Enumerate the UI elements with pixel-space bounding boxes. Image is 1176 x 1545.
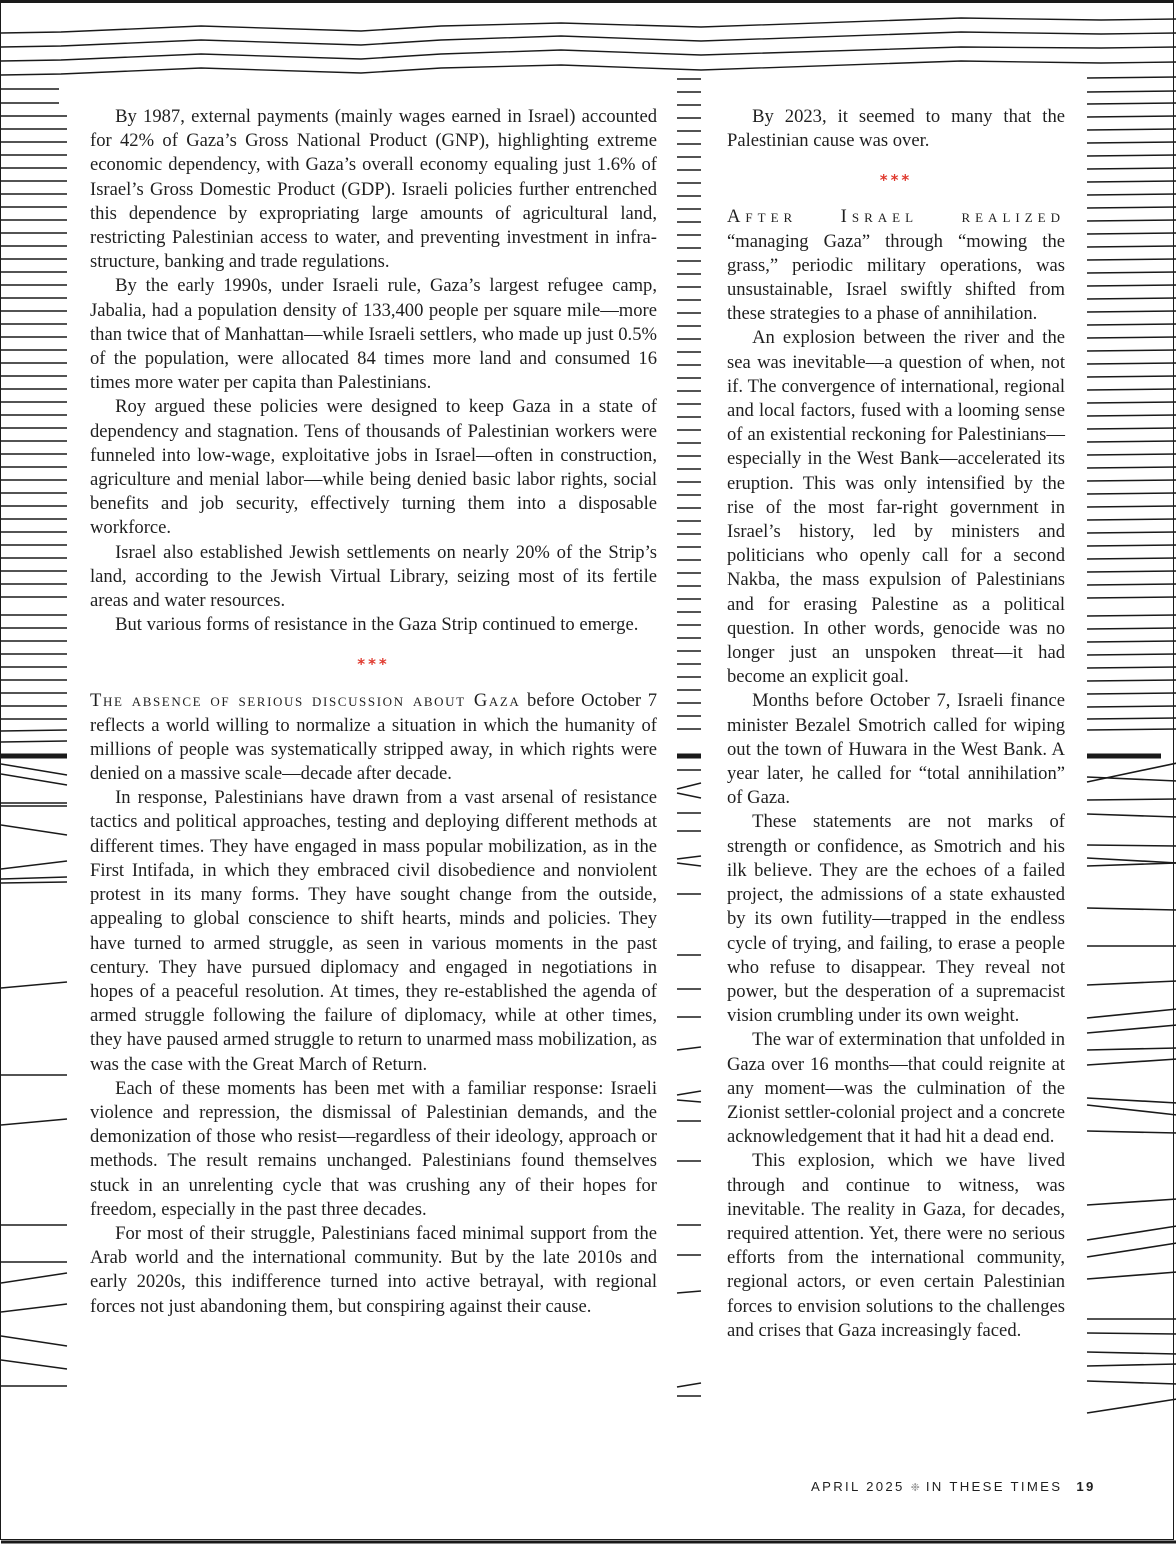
issue-date: APRIL 2025	[811, 1479, 905, 1494]
section-lead-in: The absence of serious discussion about Gaza	[90, 690, 521, 712]
section-opening-paragraph: After Israel realized “managing Gaza” through “mowing the grass,” periodic military operations, was unsustainable, Israel swiftly shifted from these strategies to a phase of annihilation.	[727, 206, 1065, 325]
paragraph: An explosion between the river and the sea was inevitable—a question of when, not if. The convergence of international, regional and local factors, fused with a looming sense of an existential reckoning for Palestinians—especially in the West Bank—accelerated its eruption. This was only intensified by the rise of the most far-right government in Israel’s history, led by ministers and politicians who openly call for a second Nakba, the mass expulsion of Palestinians and for erasing Palestine as a political question. In other words, genocide was no longer just an unspoken threat—it had become an explicit goal.	[727, 327, 1065, 688]
paragraph: Months before October 7, Israeli finance minister Bezalel Smotrich called for wiping out the town of Huwara in the West Bank. A year later, he called for “total annihilation” of Gaza.	[727, 690, 1065, 809]
paragraph: These statements are not marks of strength or confidence, as Smotrich and his ilk believe. They are the echoes of a failed project, the admissions of a state exhausted by its own futility—trapped in the endless cycle of trying, and failing, to erase a people who refuse to disappear. They reveal not power, but the desperation of a supremacist vision crumbling under its own weight.	[727, 811, 1065, 1027]
page-number: 19	[1076, 1479, 1096, 1494]
paragraph: By 2023, it seemed to many that the Palestinian cause was over.	[727, 106, 1065, 152]
section-divider-asterisks: ***	[879, 171, 913, 190]
paragraph: By the early 1990s, under Israeli rule, Gaza’s largest refugee camp, Jabalia, had a population density of 133,400 people per square mile—more than twice that of Manhattan—while Israeli settlers, who made up just 0.5% of the population, were allocated 84 times more land and consumed 16 times more water per capita than Palestinians.	[90, 275, 657, 394]
paragraph: Each of these moments has been met with a familiar response: Israeli violence and repression, the dismissal of Palestinian demands, and the demonization of those who resist—regardless of their ideology, approach or methods. The result remains unchanged. Palestinians found themselves stuck in an unrelenting cycle that was crushing any of their hopes for freedom, especially in the past three decades.	[90, 1077, 657, 1220]
paragraph: The war of extermination that unfolded in Gaza over 16 months—that could reignite at any moment—was the culmination of the Zionist settler-colonial project and a concrete acknowledgement that it had hit a dead end.	[727, 1029, 1065, 1148]
right-margin-strokes	[1087, 77, 1176, 1413]
paragraph: Israel also established Jewish settlements on nearly 20% of the Strip’s land, according to the Jewish Virtual Library, seizing most of its fertile areas and water resources.	[90, 541, 657, 612]
article-column-right	[727, 105, 1065, 1343]
section-lead-in: After Israel realized	[727, 206, 1065, 228]
paragraph: But various forms of resistance in the Gaza Strip continued to emerge.	[115, 614, 639, 636]
publication-name: IN THESE TIMES	[925, 1479, 1063, 1494]
left-margin-strokes	[1, 89, 67, 1386]
paragraph: This explosion, which we have lived through and continue to witness, was inevitable. The reality in Gaza, for decades, required attention. Yet, there were no serious efforts from the international community, regional actors, or even certain Palestinian forces to envision solutions to the challenges and crises that Gaza increasingly faced.	[727, 1150, 1065, 1341]
paragraph: In response, Palestinians have drawn from a vast arsenal of resistance tactics and political approaches, testing and deploying different methods at different times. They have engaged in mass popular mobilization, as in the First Intifada, in which they embraced civil disobedience and nonviolent protest in its many forms. They have sought change from the outside, appealing to global conscience to shift hearts, minds and policies. They have turned to armed struggle, as seen in various moments in the past century. They have pursued diplomacy and engaged in negotiations in hopes of a peaceful resolution. At times, they re-established the agenda of armed struggle following the failure of diplomacy, while at other times, they have paused armed struggle to return to unarmed mass mobilization, as was the case with the Great March of Return.	[90, 787, 657, 1075]
paragraph: For most of their struggle, Palestinians faced minimal support from the Arab world and the international community. But by the late 2010s and early 2020s, this indifference turned into active betrayal, with regional forces not just abandoning them, but conspiring against their cause.	[90, 1222, 657, 1317]
section-divider-asterisks: ***	[357, 655, 390, 674]
gutter-strokes	[677, 79, 701, 1396]
page-footer	[811, 1479, 1096, 1494]
separator-icon: ❉	[910, 1482, 920, 1494]
section-opening-paragraph: The absence of serious discussion about Gaza before October 7 reflects a world willing to normalize a situation in which the humanity of millions of people was systematically stripped away, in which rights were denied on a massive scale—decade after decade.	[90, 690, 657, 785]
paragraph: By 1987, external payments (mainly wages earned in Israel) accounted for 42% of Gaza’s Gross National Product (GNP), highlighting extreme economic dependency, with Gaza’s overall economy equaling just 1.6% of Israel’s Gross Domestic Product (GDP). Israeli policies further entrenched this dependence by expropriating large amounts of agricultural land, restricting Palestinian access to water, and preventing investment in infrastructure, banking and trade regulations.	[90, 106, 657, 273]
article-column-left	[90, 105, 657, 1319]
paragraph: Roy argued these policies were designed to keep Gaza in a state of dependency and stagnation. Tens of thousands of Palestinian workers were funneled into low-wage, exploitative jobs in Israel—often in construction, agriculture and menial labor—while being denied basic labor rights, social benefits and job security, effectively turning them into a disposable workforce.	[90, 396, 657, 539]
top-wavy-lines	[1, 18, 1176, 75]
